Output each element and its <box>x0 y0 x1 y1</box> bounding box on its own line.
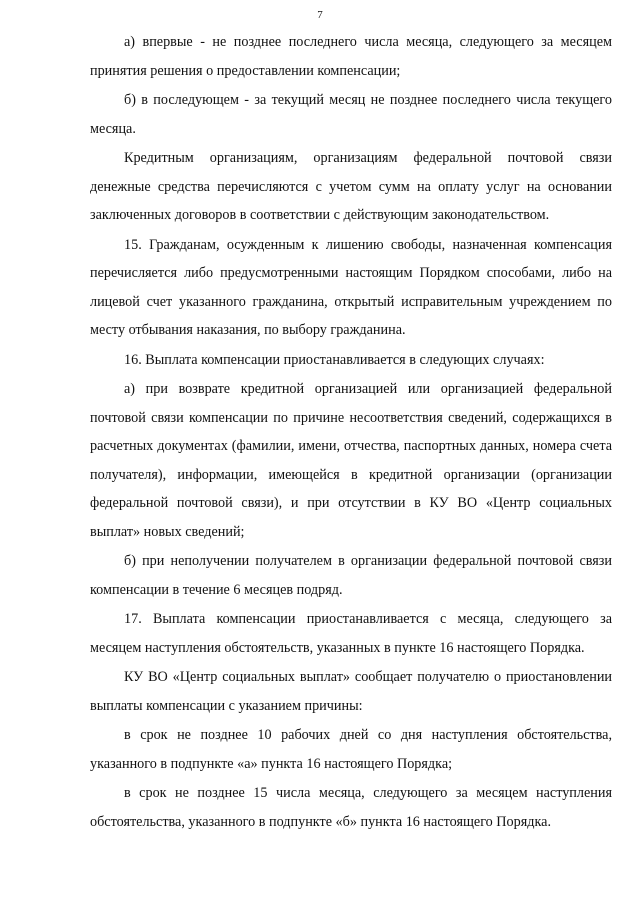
paragraph-credit-organizations: Кредитным организациям, организациям федеральной почтовой связи денежные средства перечисляются с учетом сумм на оплату услуг на основании заключенных договоров в соответствии с действующим законодательством. <box>90 150 612 223</box>
document-body <box>90 28 612 837</box>
paragraph-16-b: б) при неполучении получателем в организации федеральной почтовой связи компенсации в течение 6 месяцев подряд. <box>90 553 612 598</box>
paragraph-17: 17. Выплата компенсации приостанавливается с месяца, следующего за месяцем наступления обстоятельств, указанных в пункте 16 настоящего Порядка. <box>90 611 612 656</box>
paragraph-16: 16. Выплата компенсации приостанавливается в следующих случаях: <box>124 351 545 368</box>
page-number: 7 <box>317 9 323 21</box>
paragraph-term-10-days: в срок не позднее 10 рабочих дней со дня наступления обстоятельства, указанного в подпункте «а» пункта 16 настоящего Порядка; <box>90 727 612 772</box>
paragraph-16-a: а) при возврате кредитной организацией или организацией федеральной почтовой связи компенсации по причине несоответствия сведений, содержащихся в расчетных документах (фамилии, имени, отчества, паспортных данных, номера счета получателя), информации, имеющейся в кредитной организации (организации федеральной почтовой связи), и при отсутствии в КУ ВО «Центр социальных выплат» новых сведений; <box>90 381 612 540</box>
paragraph-15: 15. Гражданам, осужденным к лишению свободы, назначенная компенсация перечисляется либо предусмотренными настоящим Порядком способами, либо на лицевой счет указанного гражданина, открытый исправительным учреждением по месту отбывания наказания, по выбору гражданина. <box>90 236 612 338</box>
paragraph-a-first: а) впервые - не позднее последнего числа месяца, следующего за месяцем принятия решения о предоставлении компенсации; <box>90 34 612 79</box>
paragraph-notification: КУ ВО «Центр социальных выплат» сообщает получателю о приостановлении выплаты компенсации с указанием причины: <box>90 669 612 714</box>
paragraph-b-subsequent: б) в последующем - за текущий месяц не позднее последнего числа текущего месяца. <box>90 92 612 137</box>
paragraph-term-15th: в срок не позднее 15 числа месяца, следующего за месяцем наступления обстоятельства, указанного в подпункте «б» пункта 16 настоящего Порядка. <box>90 785 612 830</box>
